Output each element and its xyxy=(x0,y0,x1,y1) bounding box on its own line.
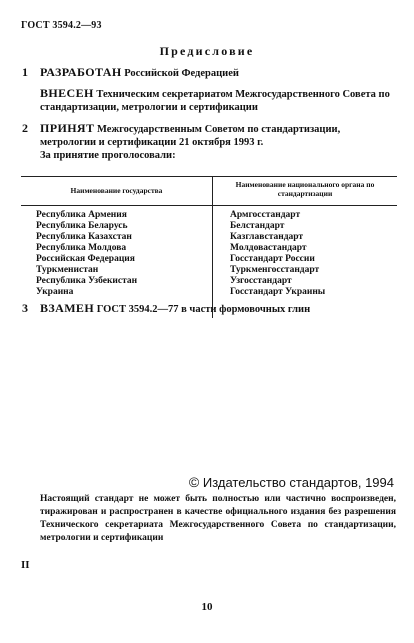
table-row xyxy=(21,232,397,243)
section-1-sub-keyword: ВНЕСЕН xyxy=(40,86,94,100)
section-3 xyxy=(22,301,393,316)
table-row xyxy=(21,243,397,254)
section-1-sub-text: Техническим секретариатом Межгосударственного Совета по стандартизации, метрологии и сертификации xyxy=(40,89,390,113)
table-cell-state: Республика Молдова xyxy=(36,243,127,253)
section-1-text: Российской Федерацией xyxy=(124,68,239,79)
table-cell-body: Госстандарт Украины xyxy=(230,287,326,297)
publisher-line xyxy=(189,474,394,490)
table-cell-state: Республика Беларусь xyxy=(36,221,128,231)
table-cell-body: Госстандарт России xyxy=(230,254,315,264)
table-body xyxy=(21,210,397,298)
section-3-keyword: ВЗАМЕН xyxy=(40,301,95,315)
table-header-body: Наименование национального органа по стандартизации xyxy=(235,180,375,198)
section-2-voted: За принятие проголосовали: xyxy=(40,150,176,161)
table-row xyxy=(21,210,397,221)
roman-page-marker: II xyxy=(21,559,30,571)
section-1-submitted xyxy=(40,87,393,114)
table-top-rule xyxy=(21,176,397,177)
table-cell-body: Туркменгосстандарт xyxy=(230,265,320,275)
section-1 xyxy=(22,65,393,80)
publisher-text: Издательство стандартов, 1994 xyxy=(202,475,394,490)
table-cell-state: Республика Узбекистан xyxy=(36,276,138,286)
table-cell-state: Республика Армения xyxy=(36,210,127,220)
table-header-state: Наименование государства xyxy=(70,186,163,195)
section-3-number: 3 xyxy=(22,301,28,315)
table-header-rule xyxy=(21,205,397,206)
section-1-number: 1 xyxy=(22,65,28,79)
table-cell-state: Туркменистан xyxy=(36,265,99,275)
section-2-text: Межгосударственным Советом по стандартизации, метрологии и сертификации 21 октября 1993 г. xyxy=(40,124,341,148)
section-2 xyxy=(22,121,393,162)
table-row xyxy=(21,265,397,276)
section-1-keyword: РАЗРАБОТАН xyxy=(40,65,122,79)
table-row xyxy=(21,287,397,298)
table-cell-body: Армгосстандарт xyxy=(230,210,301,220)
table-cell-body: Молдовастандарт xyxy=(230,243,307,253)
table-cell-body: Белстандарт xyxy=(230,221,285,231)
copyright-icon: © xyxy=(188,474,200,490)
table-cell-state: Республика Казахстан xyxy=(36,232,132,242)
table-cell-body: Казглавстандарт xyxy=(230,232,304,242)
reproduction-notice: Настоящий стандарт не может быть полностью или частично воспроизведен, тиражирован и распространен в качестве официального издания без разрешения Технического секретариата Межгосударственного Совета по стандартизации, метрологии и сертификации xyxy=(40,494,396,543)
page-number: 10 xyxy=(201,601,213,613)
table-row xyxy=(21,276,397,287)
table-row xyxy=(21,254,397,265)
document-code: ГОСТ 3594.2—93 xyxy=(21,20,102,31)
section-3-text: ГОСТ 3594.2—77 в части формовочных глин xyxy=(96,304,311,315)
table-row xyxy=(21,221,397,232)
table-cell-state: Украина xyxy=(36,287,74,297)
section-2-number: 2 xyxy=(22,121,28,135)
page-title: Предисловие xyxy=(159,44,255,58)
table-cell-body: Узгосстандарт xyxy=(230,276,292,286)
section-2-keyword: ПРИНЯТ xyxy=(40,121,95,135)
table-cell-state: Российская Федерация xyxy=(36,254,135,264)
